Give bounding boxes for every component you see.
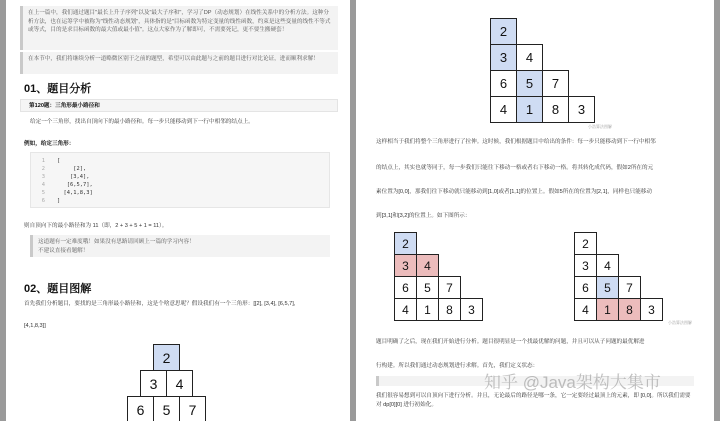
triangle-cell: 4	[516, 44, 543, 71]
line-number: 1	[41, 158, 45, 164]
notes-quote	[30, 235, 330, 257]
triangle-cell: 2	[153, 344, 180, 371]
code-block	[30, 152, 330, 208]
triangle-cell: 4	[166, 370, 193, 397]
triangle-cell: 6	[490, 70, 517, 97]
triangle-cell: 6	[394, 276, 417, 299]
diagram-text-2: [4,1,8,3]]	[24, 323, 46, 329]
triangle-cell: 8	[438, 298, 461, 321]
triangle-cell: 7	[438, 276, 461, 299]
triangle-cell: 3	[140, 370, 167, 397]
explanation-text-2: 的结点上，其实也就等同于，每一步我们只能往下移动一格或者右下移动一格。将其转化成代码，假如2所在的元	[376, 165, 654, 171]
triangle-cell: 3	[490, 44, 517, 71]
triangle-cell: 4	[416, 254, 439, 277]
triangle-cell: 3	[460, 298, 483, 321]
triangle-cell: 2	[490, 18, 517, 45]
triangle-cell: 5	[153, 396, 180, 421]
code-line: ]	[57, 198, 61, 204]
right-page	[356, 0, 714, 421]
triangle-cell: 4	[574, 298, 597, 321]
explanation-text-1: 这样相当于我们将整个三角形进行了拉伸。这时候，我们根据题目中给出的条件：每一步只能移动到下一行中相邻	[376, 139, 656, 145]
triangle-cell: 1	[416, 298, 439, 321]
problem-title: 第120题：三角形最小路径和	[29, 103, 100, 109]
example-label: 例如，给定三角形：	[24, 141, 75, 147]
triangle-cell: 1	[516, 96, 543, 123]
explanation-text-3: 素位置为[0,0]，那我们往下移动就只能移动到[1,0]或者[1,1]的位置上。假如5所在的位置为[2,1]，同样也只能移动	[376, 189, 652, 195]
line-number: 5	[41, 190, 45, 196]
answer-text: 则自顶向下的最小路径和为 11（即，2 + 3 + 5 + 1 = 11）。	[24, 223, 168, 229]
diagram-text: 首先我们分析题目，要找的是三角形最小路径和，这是个啥意思呢？假设我们有一个三角形：[[2], [3,4], [6,5,7],	[24, 301, 296, 307]
intro-quote-2	[20, 52, 338, 74]
section-title-diagram: 02、题目图解	[24, 283, 92, 295]
triangle-cell: 8	[542, 96, 569, 123]
triangle-cell: 3	[574, 254, 597, 277]
triangle-cell: 5	[516, 70, 543, 97]
move-example-figure-2	[574, 232, 663, 321]
line-number: 3	[41, 174, 45, 180]
triangle-cell: 3	[640, 298, 663, 321]
code-line: [4,1,8,3]	[57, 190, 93, 196]
triangle-cell: 7	[618, 276, 641, 299]
stretched-triangle-figure	[490, 18, 595, 123]
move-example-figure-1	[394, 232, 483, 321]
triangle-cell: 2	[574, 232, 597, 255]
triangle-cell: 7	[542, 70, 569, 97]
code-line: [	[57, 158, 61, 164]
triangle-cell: 5	[416, 276, 439, 299]
triangle-figure	[127, 344, 206, 421]
triangle-cell: 5	[596, 276, 619, 299]
section-title-analysis: 01、题目分析	[24, 83, 92, 95]
analysis-text-3: 我们很容易想到可以自顶向下进行分析。并且，无论最后的路径是哪一条，它一定要经过最顶上的元素，即 [0,0]。所以我们需要对 dp[0][0] 进行初始化。	[376, 393, 691, 408]
intro-text: 在上一篇中，我们通过题目"最长上升子序列"以及"最大子序和"，学习了DP（动态规划）在线性关系中的分析方法。这种分析方法，也在运筹学中被称为"线性动态规划"，具体指的是"目标函数为特定变量的线性函数，约束是这些变量的线性不等式或等式，目的是求目标函数的最大值或最小值"。这点大家作为了解即可，不需要死记，更不要生搬硬套！	[28, 10, 331, 34]
intro-quote	[20, 6, 338, 50]
line-number: 6	[41, 198, 45, 204]
problem-description: 给定一个三角形，找出自顶向下的最小路径和。每一步只能移动到下一行中相邻的结点上。	[30, 119, 254, 125]
triangle-cell: 4	[596, 254, 619, 277]
triangle-cell: 4	[394, 298, 417, 321]
triangle-cell: 4	[490, 96, 517, 123]
code-line: [6,5,7],	[57, 182, 93, 188]
triangle-cell: 6	[127, 396, 154, 421]
triangle-cell: 3	[568, 96, 595, 123]
intro-text-2: 在本节中，我们将继续分析一道略微区别于之前的题型，希望可以由此题与之前的题目进行对比论证，进而顺利求解！	[28, 56, 319, 62]
line-number: 2	[41, 166, 45, 172]
line-number: 4	[41, 182, 45, 188]
explanation-text-4: 到[3,1]和[3,2]的位置上。如下图所示：	[376, 213, 471, 219]
triangle-cell: 6	[574, 276, 597, 299]
analysis-text: 题目明确了之后，现在我们开始进行分析。题目很明显是一个找最优解的问题，并且可以从子问题的最优解进	[376, 339, 645, 345]
triangle-cell: 3	[394, 254, 417, 277]
note-line: 这道题有一定难度哦！如果没有思路请回顾上一篇的学习内容！	[38, 239, 195, 245]
triangle-cell: 1	[596, 298, 619, 321]
note-line: 不建议直接看题解！	[38, 247, 89, 254]
code-line: [3,4],	[57, 174, 90, 180]
left-page	[6, 0, 350, 421]
triangle-cell: 2	[394, 232, 417, 255]
watermark: 知乎 @Java架构大集市	[484, 373, 661, 392]
problem-title-box	[20, 99, 338, 112]
triangle-cell: 8	[618, 298, 641, 321]
triangle-cell: 7	[179, 396, 206, 421]
analysis-text-2: 行构建。所以我们通过动态规划进行求解。首先，我们定义状态：	[376, 363, 539, 369]
figure-logo-2: 小浩算法图解	[668, 320, 692, 325]
code-line: [2],	[57, 166, 87, 172]
figure-logo: 小浩算法图解	[588, 124, 612, 129]
